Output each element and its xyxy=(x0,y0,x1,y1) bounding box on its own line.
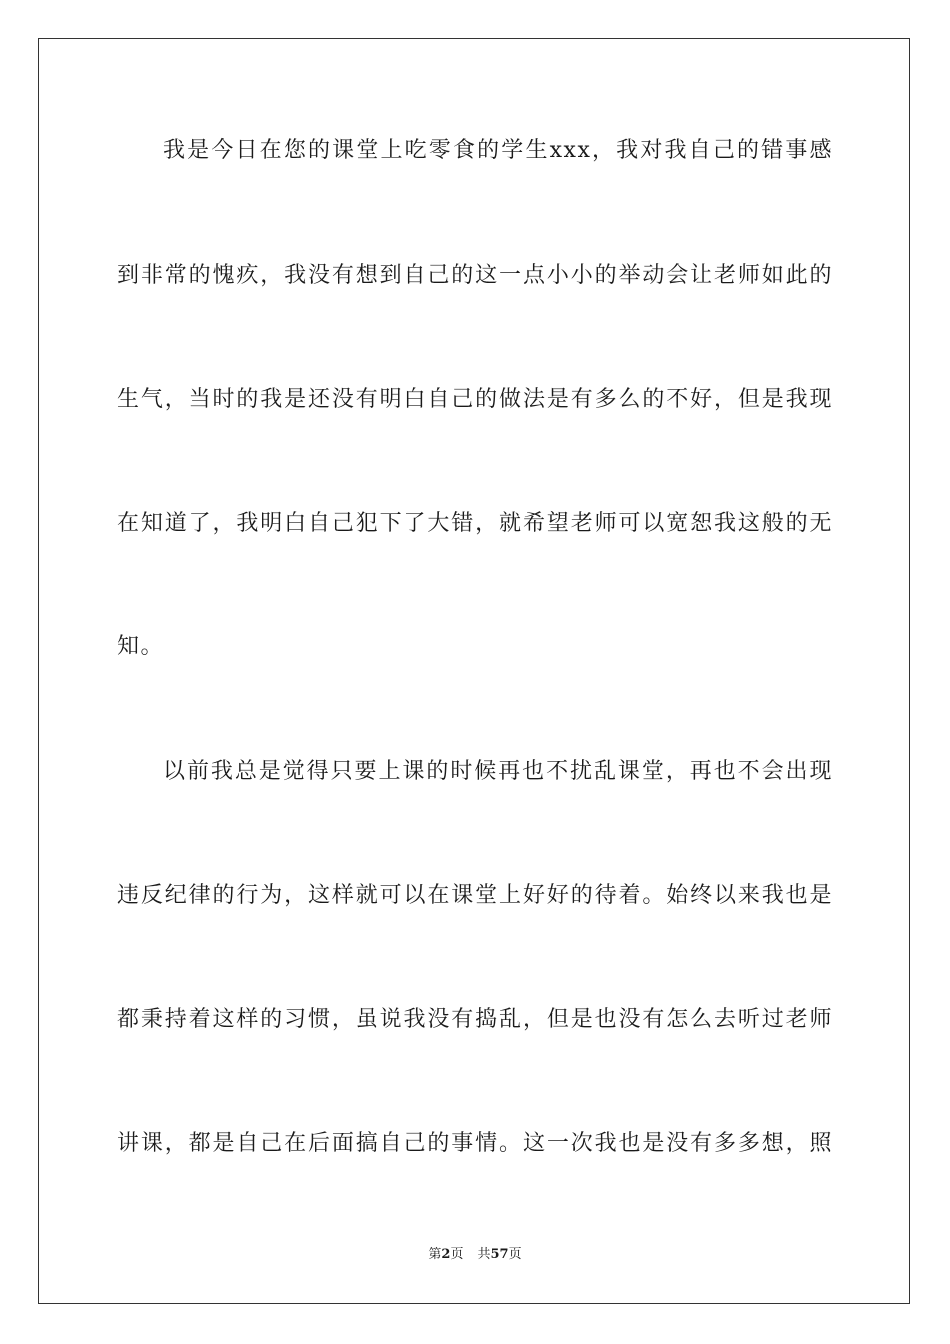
page-suffix: 页 xyxy=(450,1247,464,1262)
paragraph-2-line-2: 违反纪律的行为，这样就可以在课堂上好好的待着。始终以来我也是 xyxy=(117,883,833,908)
total-prefix: 共 xyxy=(477,1247,491,1262)
paragraph-2-line-4: 讲课，都是自己在后面搞自己的事情。这一次我也是没有多多想，照 xyxy=(117,1131,833,1156)
paragraph-1-line-3: 生气，当时的我是还没有明白自己的做法是有多么的不好，但是我现 xyxy=(117,387,833,412)
page-prefix: 第 xyxy=(428,1247,442,1262)
paragraph-2-line-1: 以前我总是觉得只要上课的时候再也不扰乱课堂，再也不会出现 xyxy=(163,759,833,784)
page-footer xyxy=(0,1246,950,1264)
paragraph-1-line-5: 知。 xyxy=(117,634,165,659)
paragraph-1-line-1: 我是今日在您的课堂上吃零食的学生xxx，我对我自己的错事感 xyxy=(163,138,833,163)
paragraph-1-line-4: 在知道了，我明白自己犯下了大错，就希望老师可以宽恕我这般的无 xyxy=(117,511,833,536)
total-pages: 57 xyxy=(490,1247,509,1262)
page-border xyxy=(38,38,910,1304)
paragraph-1-line-2: 到非常的愧疚，我没有想到自己的这一点小小的举动会让老师如此的 xyxy=(117,263,833,288)
page-number: 2 xyxy=(441,1247,451,1262)
paragraph-2-line-3: 都秉持着这样的习惯，虽说我没有捣乱，但是也没有怎么去听过老师 xyxy=(117,1007,833,1032)
total-suffix: 页 xyxy=(508,1247,522,1262)
